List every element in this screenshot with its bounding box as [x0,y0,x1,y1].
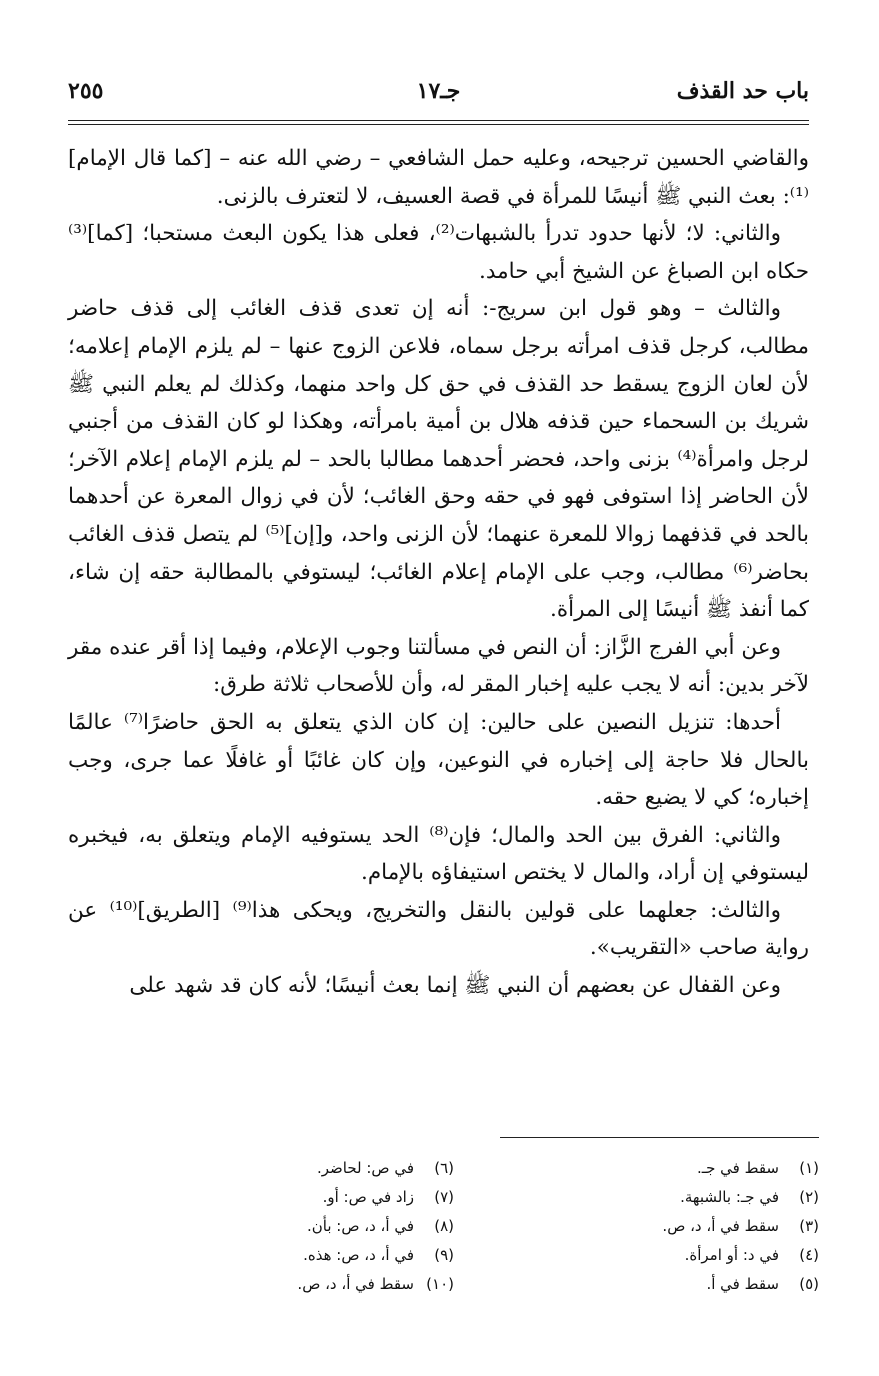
footnote: (٥)سقط في أ. [706,1275,819,1293]
footnote: (٩)في أ، د، ص: هذه. [303,1246,454,1264]
paragraph: أحدها: تنزيل النصين على حالين: إن كان الذي يتعلق به الحق حاضرًا⁽⁷⁾ عالمًا بالحال فلا حاجة إلى إخباره في النوعين، وإن كان غائبًا أو غافلًا عما جرى، وجب إخباره؛ كي لا يضيع حقه. [68,709,809,811]
volume-number: جـ١٧ [416,78,461,104]
header-rule-top [68,120,809,121]
page-number: ٢٥٥ [68,78,104,104]
header-rule-bottom [68,124,809,125]
footnote: (٨)في أ، د، ص: بأن. [307,1217,454,1235]
chapter-title: باب حد القذف [676,78,809,104]
paragraph: والثالث – وهو قول ابن سريج-: أنه إن تعدى قذف الغائب إلى قذف حاضر مطالب، كرجل قذف امرأته برجل سماه، فلاعن الزوج عنها – لم يلزم الإمام إعلامه؛ لأن لعان الزوج يسقط حد القذف في حق كل واحد منهما، وكذلك لم يعلم النبي ﷺ شريك بن السحماء حين قذفه هلال بن أمية بامرأته، وهكذا لو كان القذف من أجنبي لرجل وامرأة⁽⁴⁾ بزنى واحد، فحضر أحدهما مطالبا بالحد – لم يلزم الإمام إعلام الآخر؛ لأن الحاضر إذا استوفى فهو في حقه وحق الغائب؛ لأن في زوال المعرة عن أحدهما بالحد في قذفهما زوالا للمعرة عنهما؛ لأن الزنى واحد، و[إن]⁽⁵⁾ لم يتصل قذف الغائب بحاضر⁽⁶⁾ مطالب، وجب على الإمام إعلام الغائب؛ ليستوفي بالمطالبة حقه إن شاء، كما أنفذ ﷺ أنيسًا إلى المرأة. [68,296,810,623]
paragraph: والثاني: لا؛ لأنها حدود تدرأ بالشبهات⁽²⁾، فعلى هذا يكون البعث مستحبا؛ [كما]⁽³⁾ حكاه ابن الصباغ عن الشيخ أبي حامد. [68,221,809,284]
paragraph: والقاضي الحسين ترجيحه، وعليه حمل الشافعي – رضي الله عنه – [كما قال الإمام]⁽¹⁾: بعث النبي ﷺ أنيسًا للمرأة في قصة العسيف، لا لتعترف بالزنى. [68,146,809,209]
paragraph: وعن أبي الفرج الزَّاز: أن النص في مسألتنا وجوب الإعلام، وفيما إذا أقر عنده مقر لآخر بدين: أنه لا يجب عليه إخبار المقر له، وأن للأصحاب ثلاثة طرق: [68,634,809,698]
footnote: (٦)في ص: لحاضر. [316,1159,454,1177]
page-header [68,78,809,118]
footnote: (٢)في جـ: بالشبهة. [680,1188,819,1206]
paragraph: والثاني: الفرق بين الحد والمال؛ فإن⁽⁸⁾ الحد يستوفيه الإمام ويتعلق به، فيخبره ليستوفي إن أراد، والمال لا يختص استيفاؤه بالإمام. [68,822,809,886]
paragraph: والثالث: جعلهما على قولين بالنقل والتخريج، ويحكى هذا⁽⁹⁾ [الطريق]⁽¹⁰⁾ عن رواية صاحب «التقريب». [68,897,809,961]
footnote: (٣)سقط في أ، د، ص. [662,1217,819,1235]
footnotes-left-column [194,1154,454,1299]
footnote: (١)سقط في جـ. [696,1159,819,1177]
footnote: (٧)زاد في ص: أو. [322,1188,454,1206]
footnote-separator [500,1137,819,1138]
footnote: (١٠)سقط في أ، د، ص. [297,1275,454,1293]
main-text [68,140,809,1005]
footnote: (٤)في د: أو امرأة. [684,1246,819,1264]
paragraph: وعن القفال عن بعضهم أن النبي ﷺ إنما بعث أنيسًا؛ لأنه كان قد شهد على [129,973,781,999]
footnotes-right-column [559,1154,819,1299]
